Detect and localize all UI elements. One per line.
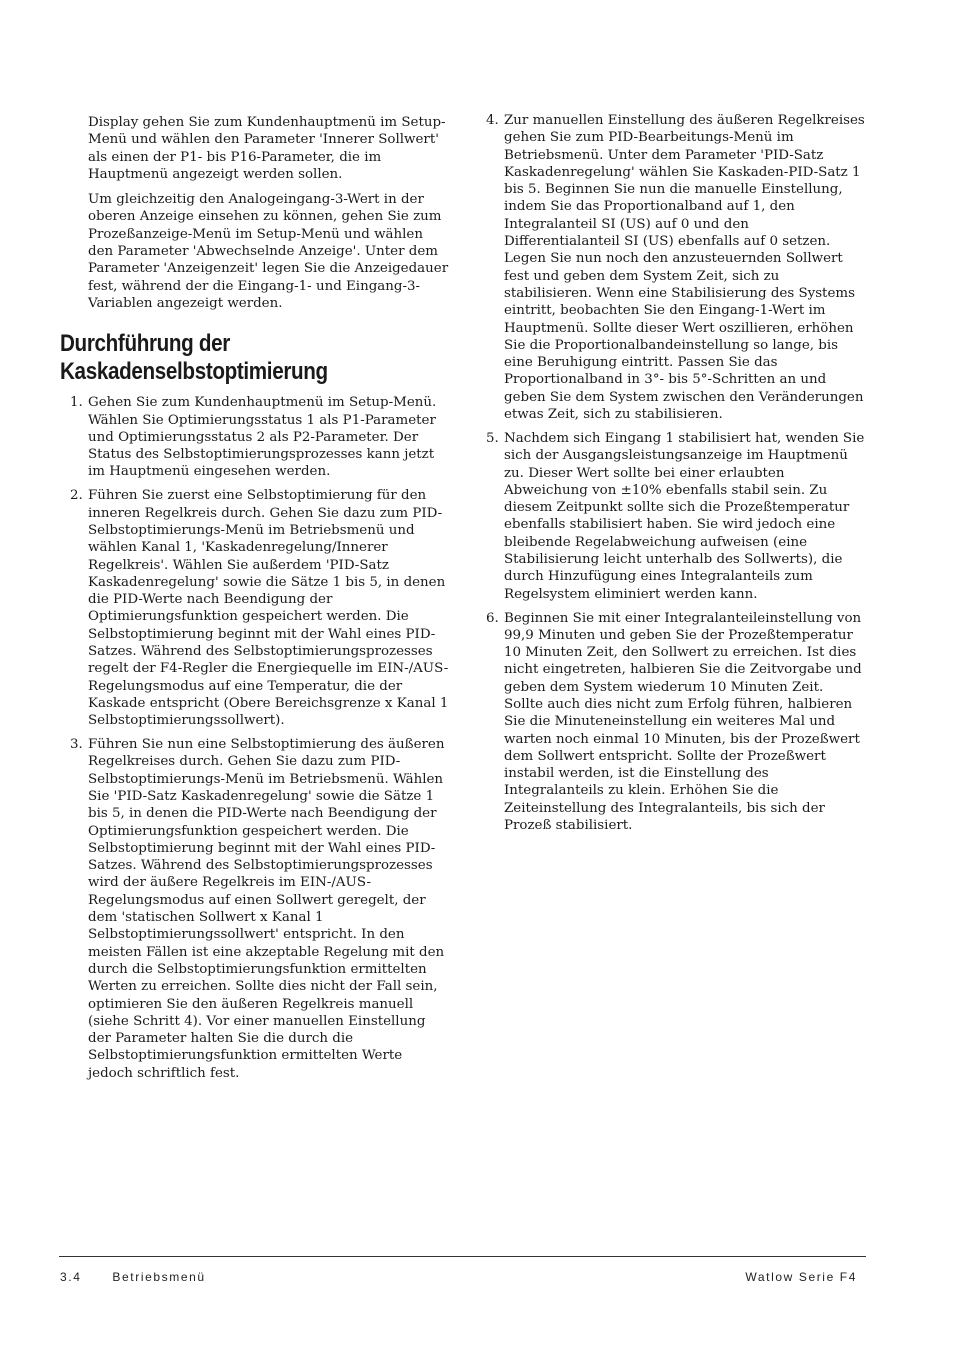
section-heading-line-1: Durchführung der	[60, 330, 230, 358]
footer-section-name: Betriebsmenü	[112, 1270, 206, 1284]
list-item	[486, 112, 866, 423]
section-heading	[60, 330, 438, 386]
step-number: 3.	[70, 737, 83, 753]
intro-paragraph-1: Display gehen Sie zum Kundenhauptmenü im Setup-Menü und wählen den Parameter 'Innerer Sollwert' als einen der P1- bis P16-Parameter, die im Hauptmenü angezeigt werden sollen.	[88, 115, 446, 182]
left-column	[60, 112, 450, 1089]
footer-divider	[59, 1256, 866, 1257]
steps-list-left	[60, 394, 450, 1082]
list-item	[486, 430, 866, 603]
list-item	[60, 736, 450, 1082]
step-number: 6.	[486, 610, 499, 626]
list-item	[486, 610, 866, 835]
step-text: Beginnen Sie mit einer Integralanteileinstellung von 99,9 Minuten und geben Sie der Prozeßtemperatur 10 Minuten Zeit, den Sollwert zu erreichen. Ist dies nicht eingetreten, halbieren Sie die Zeitvorgabe und geben dem System wiederum 10 Minuten Zeit. Sollte auch dies nicht zum Erfolg führen, halbieren Sie die Minuteneinstellung ein weiteres Mal und warten noch einmal 10 Minuten, bis der Prozeßwert dem Sollwert entspricht. Sollte der Prozeßwert instabil werden, ist die Einstellung des Integralanteils zu klein. Erhöhen Sie die Zeiteinstellung des Integralanteils, bis sich der Prozeß stabilisiert.	[504, 610, 862, 834]
steps-list-right	[486, 112, 866, 834]
step-number: 5.	[486, 430, 499, 446]
list-item	[60, 487, 450, 729]
step-number: 4.	[486, 113, 499, 128]
step-text: Führen Sie nun eine Selbstoptimierung des äußeren Regelkreises durch. Gehen Sie dazu zum PID-Selbstoptimierungs-Menü im Betriebsmenü. Wählen Sie 'PID-Satz Kaskadenregelung' sowie die Sätze 1 bis 5, in denen die PID-Werte nach Beendigung der Optimierungsfunktion gespeichert werden. Die Selbstoptimierung beginnt mit der Wahl eines PID-Satzes. Während des Selbstoptimierungsprozesses wird der äußere Regelkreis im EIN-/AUS-Regelungsmodus auf einen Sollwert geregelt, der dem 'statischen Sollwert x Kanal 1 Selbstoptimierungssollwert' entspricht. In den meisten Fällen ist eine akzeptable Regelung mit den durch die Selbstoptimierungsfunktion ermittelten Werten zu erreichen. Sollte dies nicht der Fall sein, optimieren Sie den äußeren Regelkreis manuell (siehe Schritt 4). Vor einer manuellen Einstellung der Parameter halten Sie die durch die Selbstoptimierungsfunktion ermittelten Werte jedoch schriftlich fest.	[88, 737, 445, 1081]
step-text: Zur manuellen Einstellung des äußeren Regelkreises gehen Sie zum PID-Bearbeitungs-Menü im Betriebsmenü. Unter dem Parameter 'PID-Satz Kaskadenregelung' wählen Sie Kaskaden-PID-Satz 1 bis 5. Beginnen Sie nun die manuelle Einstellung, indem Sie das Proportionalband auf 1, den Integralanteil SI (US) auf 0 und den Differentialanteil SI (US) ebenfalls auf 0 setzen. Legen Sie nun noch den anzusteuernden Sollwert fest und geben dem System Zeit, sich zu stabilisieren. Wenn eine Stabilisierung des Systems eintritt, beobachten Sie den Eingang-1-Wert im Hauptmenü. Sollte dieser Wert oszillieren, erhöhen Sie die Proportionalbandeinstellung so lange, bis eine Beruhigung eintritt. Passen Sie das Proportionalband in 3°- bis 5°-Schritten an und geben Sie dem System zwischen den Veränderungen etwas Zeit, sich zu stabilisieren.	[504, 113, 865, 423]
list-item	[60, 394, 450, 480]
page-number: 3.4	[60, 1270, 82, 1284]
footer-product: Watlow Serie F4	[745, 1270, 857, 1284]
step-number: 2.	[70, 488, 83, 504]
step-text: Führen Sie zuerst eine Selbstoptimierung für den inneren Regelkreis durch. Gehen Sie dazu zum PID-Selbstoptimierungs-Menü im Betriebsmenü und wählen Kanal 1, 'Kaskadenregelung/Innerer Regelkreis'. Wählen Sie außerdem 'PID-Satz Kaskadenregelung' sowie die Sätze 1 bis 5, in denen die PID-Werte nach Beendigung der Optimierungsfunktion gespeichert werden. Die Selbstoptimierung beginnt mit der Wahl eines PID-Satzes. Während des Selbstoptimierungsprozesses regelt der F4-Regler die Energiequelle im EIN-/AUS-Regelungsmodus auf eine Temperatur, die der Kaskade entspricht (Obere Bereichsgrenze x Kanal 1 Selbstoptimierungssollwert).	[88, 488, 449, 729]
right-column	[486, 112, 866, 841]
section-heading-line-2: Kaskadenselbstoptimierung	[60, 358, 328, 386]
step-text: Nachdem sich Eingang 1 stabilisiert hat, wenden Sie sich der Ausgangsleistungsanzeige im Hauptmenü zu. Dieser Wert sollte bei einer erlaubten Abweichung von ±10% ebenfalls stabil sein. Zu diesem Zeitpunkt sollte sich die Prozeßtemperatur ebenfalls stabilisiert haben. Sie wird jedoch eine bleibende Regelabweichung aufweisen (eine Stabilisierung leicht unterhalb des Sollwerts), die durch Hinzufügung eines Integralanteils zum Regelsystem eliminiert werden kann.	[504, 430, 865, 602]
intro-paragraph-2: Um gleichzeitig den Analogeingang-3-Wert in der oberen Anzeige einsehen zu können, gehen Sie zum Prozeßanzeige-Menü im Setup-Menü und wählen den Parameter 'Abwechselnde Anzeige'. Unter dem Parameter 'Anzeigenzeit' legen Sie die Anzeigedauer fest, während der die Eingang-1- und Eingang-3-Variablen angezeigt werden.	[88, 192, 449, 311]
step-text: Gehen Sie zum Kundenhauptmenü im Setup-Menü. Wählen Sie Optimierungsstatus 1 als P1-Parameter und Optimierungsstatus 2 als P2-Parameter. Der Status des Selbstoptimierungsprozesses kann jetzt im Hauptmenü eingesehen werden.	[88, 395, 437, 480]
step-number: 1.	[70, 395, 83, 411]
footer-left	[60, 1270, 206, 1284]
